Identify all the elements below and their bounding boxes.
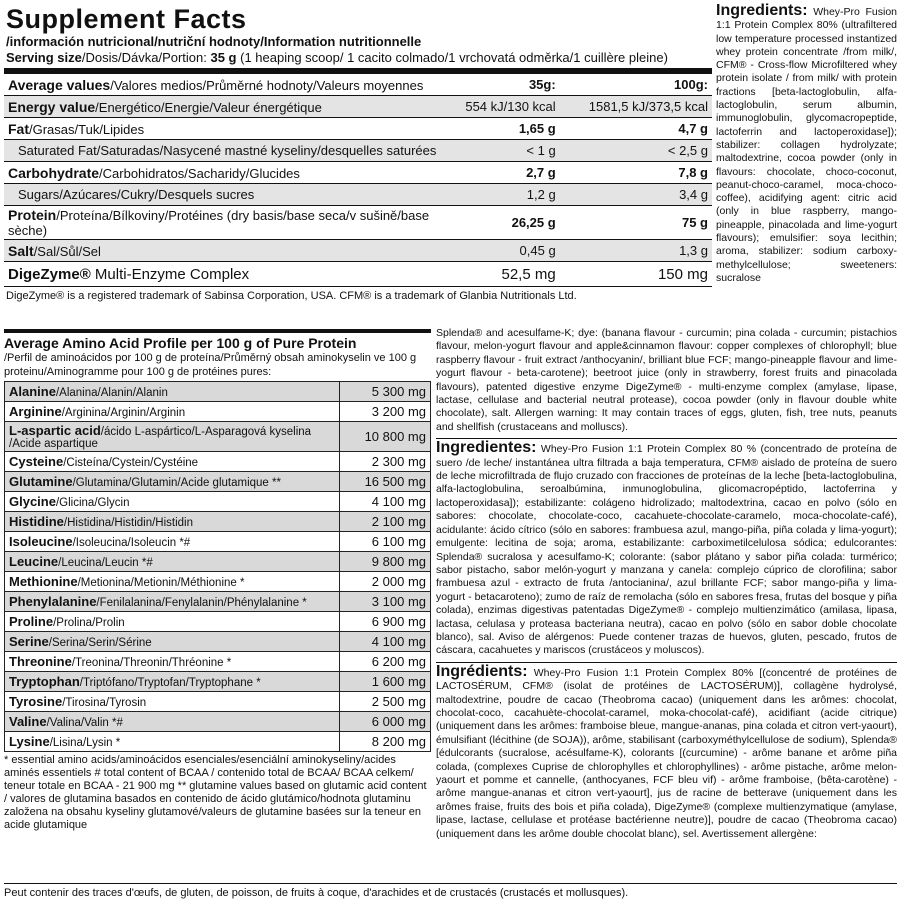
amino-value: 3 200 mg: [340, 402, 431, 422]
amino-value: 6 900 mg: [340, 612, 431, 632]
amino-row: [5, 652, 431, 672]
amino-translations: /Cisteína/Cystein/Cystéine: [63, 457, 199, 469]
ingredients-spanish: [436, 438, 897, 658]
nutrition-row: [4, 140, 712, 162]
ingredients-heading-fr: Ingrédients:: [436, 662, 528, 680]
amino-name: Methionine: [9, 574, 78, 589]
value-100g: 1,3 g: [560, 240, 712, 262]
nutrition-header-row: [4, 74, 712, 96]
amino-row: [5, 552, 431, 572]
amino-row: [5, 692, 431, 712]
nutrition-row: [4, 162, 712, 184]
amino-row: [5, 632, 431, 652]
amino-value: 6 100 mg: [340, 532, 431, 552]
amino-name: Lysine: [9, 734, 50, 749]
nutrition-row: [4, 206, 712, 240]
ingredients-french: [436, 662, 897, 841]
page-title: Supplement Facts: [6, 4, 247, 34]
divider: [4, 329, 431, 333]
amino-translations: /Alanina/Alanin/Alanin: [55, 387, 168, 399]
amino-translations: /ácido L-aspártico/L-Asparagová kyselina /Acide aspartique: [9, 426, 312, 450]
value-100g: 1581,5 kJ/373,5 kcal: [560, 96, 712, 118]
amino-row: [5, 712, 431, 732]
nutrient-rest: Multi-Enzyme Complex: [90, 265, 250, 283]
amino-value: 1 600 mg: [340, 672, 431, 692]
amino-name: Cysteine: [9, 454, 64, 469]
trademark-note: DigeZyme® is a registered trademark of Sabinsa Corporation, USA. CFM® is a trademark of Glanbia Nutritionals Ltd.: [6, 290, 577, 302]
amino-value: 8 200 mg: [340, 732, 431, 752]
amino-translations: /Isoleucina/Isoleucin *#: [72, 537, 191, 549]
value-100g: 75 g: [560, 206, 712, 240]
value-35g: 2,7 g: [442, 162, 560, 184]
ingredients-english: [716, 4, 897, 285]
amino-title: Average Amino Acid Profile per 100 g of Pure Protein: [4, 335, 357, 351]
amino-translations: /Histidina/Histidin/Histidin: [63, 517, 194, 529]
amino-value: 2 000 mg: [340, 572, 431, 592]
header-label: Average values: [8, 76, 111, 93]
amino-row: [5, 672, 431, 692]
value-35g: 1,65 g: [442, 118, 560, 140]
amino-translations: /Tirosina/Tyrosin: [62, 697, 147, 709]
ingredients-heading-es: Ingredientes:: [436, 439, 537, 457]
ingredients-english-continued: Splenda® and acesulfame-K; dye: (banana flavour - curcumin; pina colada - curcumin; pistachios flavour, melon-yogurt flavour and apple&cinnamon flavour: copper complexes of chlorophyll; blue raspberry flavour - fruit extract /anthocyanin/, brilliant blue FCF; mango-pineapple flavour and lime-yogurt flavour - beta-carotene); beetroot juice (only in strawberry, forest fruits and pinacolada flavours), patented digestive enzyme DigeZyme® - multi-enzyme complex (amylase, lipase, lactase, cellulase and bacterial neutral protease), cocoa powder (only in flavour double white chocolate), salt. Allergen warning: It may contain traces of eggs, gluten, fish, tree nuts, peanuts and shellfish (crustaceans and molluscs).: [436, 327, 897, 433]
value-35g: < 1 g: [442, 140, 560, 162]
value-35g: 52,5 mg: [442, 262, 560, 287]
nutrition-table: [4, 74, 712, 287]
amino-value: 2 300 mg: [340, 452, 431, 472]
amino-subtitle: /Perfil de aminoácidos por 100 g de proteína/Průměrný obsah aminokyselin ve 100 g proteinu/Aminogramme pour 100 g de protéines pures:: [4, 352, 417, 378]
amino-value: 9 800 mg: [340, 552, 431, 572]
value-100g: < 2,5 g: [560, 140, 712, 162]
nutrient-label: Protein: [8, 207, 57, 223]
amino-row: [5, 532, 431, 552]
amino-table: [4, 381, 431, 752]
value-100g: 4,7 g: [560, 118, 712, 140]
supplement-facts-panel: [4, 0, 712, 303]
value-35g: 0,45 g: [442, 240, 560, 262]
nutrient-rest: Saturated Fat/Saturadas/Nasycené mastné kyseliny/desquelles saturées: [4, 140, 442, 162]
nutrition-row: [4, 262, 712, 287]
amino-value: 5 300 mg: [340, 382, 431, 402]
amino-name: Glutamine: [9, 474, 73, 489]
value-35g: 1,2 g: [442, 184, 560, 206]
amino-translations: /Leucina/Leucin *#: [58, 557, 153, 569]
amino-value: 4 100 mg: [340, 632, 431, 652]
amino-name: Isoleucine: [9, 534, 73, 549]
amino-value: 10 800 mg: [340, 422, 431, 452]
amino-value: 16 500 mg: [340, 472, 431, 492]
amino-row: [5, 422, 431, 452]
amino-name: Tryptophan: [9, 674, 80, 689]
page-subtitle: /información nutricional/nutriční hodnoty/Information nutritionnelle: [6, 34, 422, 49]
nutrient-label: Fat: [8, 120, 29, 137]
amino-value: 6 000 mg: [340, 712, 431, 732]
amino-value: 2 500 mg: [340, 692, 431, 712]
value-100g: 7,8 g: [560, 162, 712, 184]
amino-translations: /Valina/Valin *#: [46, 717, 123, 729]
nutrient-rest: /Energético/Energie/Valeur énergétique: [95, 99, 322, 115]
amino-name: Arginine: [9, 404, 62, 419]
ingredients-heading: Ingredients:: [716, 2, 808, 19]
amino-value: 6 200 mg: [340, 652, 431, 672]
amino-name: Histidine: [9, 514, 64, 529]
value-100g: 150 mg: [560, 262, 712, 287]
amino-name: Tyrosine: [9, 694, 63, 709]
amino-name: Glycine: [9, 494, 56, 509]
ingredients-text-es: Whey-Pro Fusion 1:1 Protein Complex 80 % (concentrado de proteína de suero /de leche/ instantánea ultra filtrada a baja temperatura, CFM® aislado de proteína de suero de leche microfiltrada de flujo cruzado con fracciones de proteínas de la leche [beta-lactoglobulina, alfa-lactoglobulina, seroalbúmina, inmunoglobulina, glicomacropéptido, lactoferrina y lactoperoxidasa]); estabilizante: colágeno hidrolizado; maltodextrina, cacao en polvo (sólo en sabores: chocolate, chocolate-coco, cacahuete-chocolate-caramelo, moca-chocolate-café), acidulante: ácido cítrico (sólo en sabores: frambuesa azul, mango-piña, piña colada y lima-yogurt); emulgente: lecitina de soja; aroma, estabilizante: carboximetilcelulosa sódica; edulcorantes: Splenda® sucralosa y acesulfamo-K; colorante: (sabor plátano y sabor piña colada: turmérico; sabor pistacho, sabor melón-yogurt y manzana y canela: complejo cúprico de clorofilina; sabor frambuesa azul - extracto de fruta /antocianina/, azul brillante FCF; sabor mango-piña y lima-yogurt - betacaroteno); zumo de raíz de remolacha (sólo en sabores fresa, frutas del bosque y piña colada), enzimas digestivas patentadas DigeZyme® - complejo multienzimático (amilasa, lipasa, lactasa, celulasa y proteasa bacteriana neutra), cacao en polvo (sólo en sabor doble chocolate blanco), sal. Aviso de alérgenos: Puede contener trazas de huevos, gluten, pescado, frutos de cáscara, cacahuetes y mariscos (crustáceos y moluscos).: [436, 443, 897, 657]
amino-row: [5, 612, 431, 632]
value-35g: 26,25 g: [442, 206, 560, 240]
nutrient-rest: /Proteína/Bílkoviny/Protéines (dry basis/base seca/v sušině/base sèche): [8, 208, 430, 238]
nutrient-rest: /Grasas/Tuk/Lipides: [29, 121, 145, 137]
amino-name: Alanine: [9, 384, 56, 399]
amino-row: [5, 732, 431, 752]
value-35g: 554 kJ/130 kcal: [442, 96, 560, 118]
amino-translations: /Serina/Serin/Sérine: [48, 637, 152, 649]
amino-name: Phenylalanine: [9, 594, 97, 609]
amino-translations: /Treonina/Threonin/Thréonine *: [71, 657, 232, 669]
nutrition-row: [4, 184, 712, 206]
nutrition-row: [4, 118, 712, 140]
header-col-100g: 100g:: [560, 74, 712, 96]
serving-size-text: /Dosis/Dávka/Portion:: [81, 50, 211, 65]
amino-row: [5, 592, 431, 612]
amino-translations: /Fenilalanina/Fenylalanin/Phénylalanine *: [96, 597, 307, 609]
header-rest: /Valores medios/Průměrné hodnoty/Valeurs moyennes: [110, 77, 424, 93]
ingredients-text-fr: Whey-Pro Fusion 1:1 Protein Complex 80% [(concentré de protéines de LACTOSÉRUM, CFM® (isolat de protéines de LACTOSÉRUM)], collagène hydrolysé, maltodextrine, poudre de cacao (Theobroma cacao) (uniquement dans les arômes: chocolat, chocolat-coco, cacahuète-chocolat-caramel, moka-chocolat-café), acidifiant (acide citrique) (uniquement dans les arômes: framboise bleue, mangue-ananas, pina colada et citron vert-yaourt), émulsifiant (lécithine (de SOJA)), arôme, stabilisant (carboxyméthylcellulose de sodium), Splenda® [édulcorants (sucralose, acésulfame-K), colorants [(curcumine) - arôme banane et arôme piña colada, (complexes Cuprise de chlorophylles et chlorophyllines) - arôme pistache, arôme melon-yaourt et pomme et cannelle, (anthocyanes, FCF bleu vif) - arôme framboise, (bêta-carotène) - arôme mangue-ananas et citron vert-yaourt], jus de racine de betterave (uniquement dans les arômes fraise, fruits des bois et piña colada), DigeZyme® (complexe multienzymatique (amylase, lipase, lactase, cellulase et protéase bactérienne neutre)], poudre de cacao (Theobroma cacao) (uniquement dans les arôme double chocolat blanc), sel. Avertissement allergène:: [436, 666, 897, 840]
nutrient-label: Carbohydrate: [8, 164, 100, 181]
amino-translations: /Metionina/Metionin/Méthionine *: [77, 577, 245, 589]
amino-value: 4 100 mg: [340, 492, 431, 512]
amino-row: [5, 472, 431, 492]
amino-name: Leucine: [9, 554, 59, 569]
amino-row: [5, 452, 431, 472]
nutrient-label: DigeZyme®: [8, 265, 91, 283]
amino-name: Valine: [9, 714, 47, 729]
amino-translations: /Glutamina/Glutamin/Acide glutamique **: [72, 477, 281, 489]
amino-row: [5, 492, 431, 512]
nutrient-label: Energy value: [8, 98, 96, 115]
amino-name: Threonine: [9, 654, 72, 669]
amino-name: L-aspartic acid: [9, 423, 101, 438]
nutrient-rest: Sugars/Azúcares/Cukry/Desquels sucres: [4, 184, 442, 206]
value-100g: 3,4 g: [560, 184, 712, 206]
amino-row: [5, 512, 431, 532]
amino-value: 2 100 mg: [340, 512, 431, 532]
serving-size-rest: (1 heaping scoop/ 1 cacito colmado/1 vrchovatá odměrka/1 cuillère pleine): [236, 50, 668, 65]
amino-translations: /Arginina/Arginin/Arginin: [61, 407, 186, 419]
ingredients-column: [436, 327, 897, 841]
amino-row: [5, 402, 431, 422]
nutrient-rest: /Sal/Sůl/Sel: [33, 243, 101, 259]
amino-name: Serine: [9, 634, 49, 649]
amino-acid-profile: [4, 327, 431, 832]
amino-translations: /Glicina/Glycin: [55, 497, 130, 509]
nutrient-rest: /Carbohidratos/Sacharidy/Glucides: [99, 165, 300, 181]
header-col-35g: 35g:: [442, 74, 560, 96]
nutrition-row: [4, 96, 712, 118]
amino-row: [5, 572, 431, 592]
allergen-footer: Peut contenir des traces d'œufs, de gluten, de poisson, de fruits à coque, d'arachides et de crustacés (crustacés et mollusques).: [4, 883, 897, 900]
amino-translations: /Prolina/Prolin: [53, 617, 125, 629]
amino-translations: /Triptófano/Tryptofan/Tryptophane *: [79, 677, 261, 689]
amino-translations: /Lisina/Lysin *: [49, 737, 121, 749]
serving-size-label: Serving size: [6, 50, 82, 65]
amino-name: Proline: [9, 614, 54, 629]
serving-size-amount: 35 g: [210, 50, 237, 65]
amino-value: 3 100 mg: [340, 592, 431, 612]
serving-size: [6, 50, 712, 66]
amino-footnote: * essential amino acids/aminoácidos esenciales/esenciální aminokyseliny/acides aminés essentiels # total content of BCAA / contenido total de BCAA/ BCAA celkem/ teneur totale en BCAA - 21 900 mg ** glutamine values based on glutamic acid content / valores de glutamina basados en contenido de ácido glutámico/hodnota glutaminu založena na obsahu kyseliny glutamové/valeurs de glutamine basées sur la teneur en acide glutamique: [4, 754, 427, 831]
nutrient-label: Salt: [8, 242, 34, 259]
ingredients-text: Whey-Pro Fusion 1:1 Protein Complex 80% (ultrafiltered low temperature processed instantized whey protein concentrate /from milk/, CFM® - Cross-flow Microfiltered whey protein isolate / from milk/ with protein fractions [beta-lactoglobulin, alfa-lactoglobulin, serum albumin, immunoglobulin, glycomacropeptide, lactoferrin and lactoperoxidase]); stabilizer: collagen hydrolyzate; maltodextrine, cocoa powder (only in flavours: chocolate, choco-coconut, peanut-choco-caramel, moca-choco-coffee), acidifying agent: citric acid (only in blue raspberry, mango-pineapple, pinacolada and lime-yogurt flavours); emulsifier: soya lecithin; aroma, stabilizer: sodium carboxy-methylcellulose; sweeteners: sucralose: [716, 6, 897, 284]
nutrition-row: [4, 240, 712, 262]
amino-row: [5, 382, 431, 402]
